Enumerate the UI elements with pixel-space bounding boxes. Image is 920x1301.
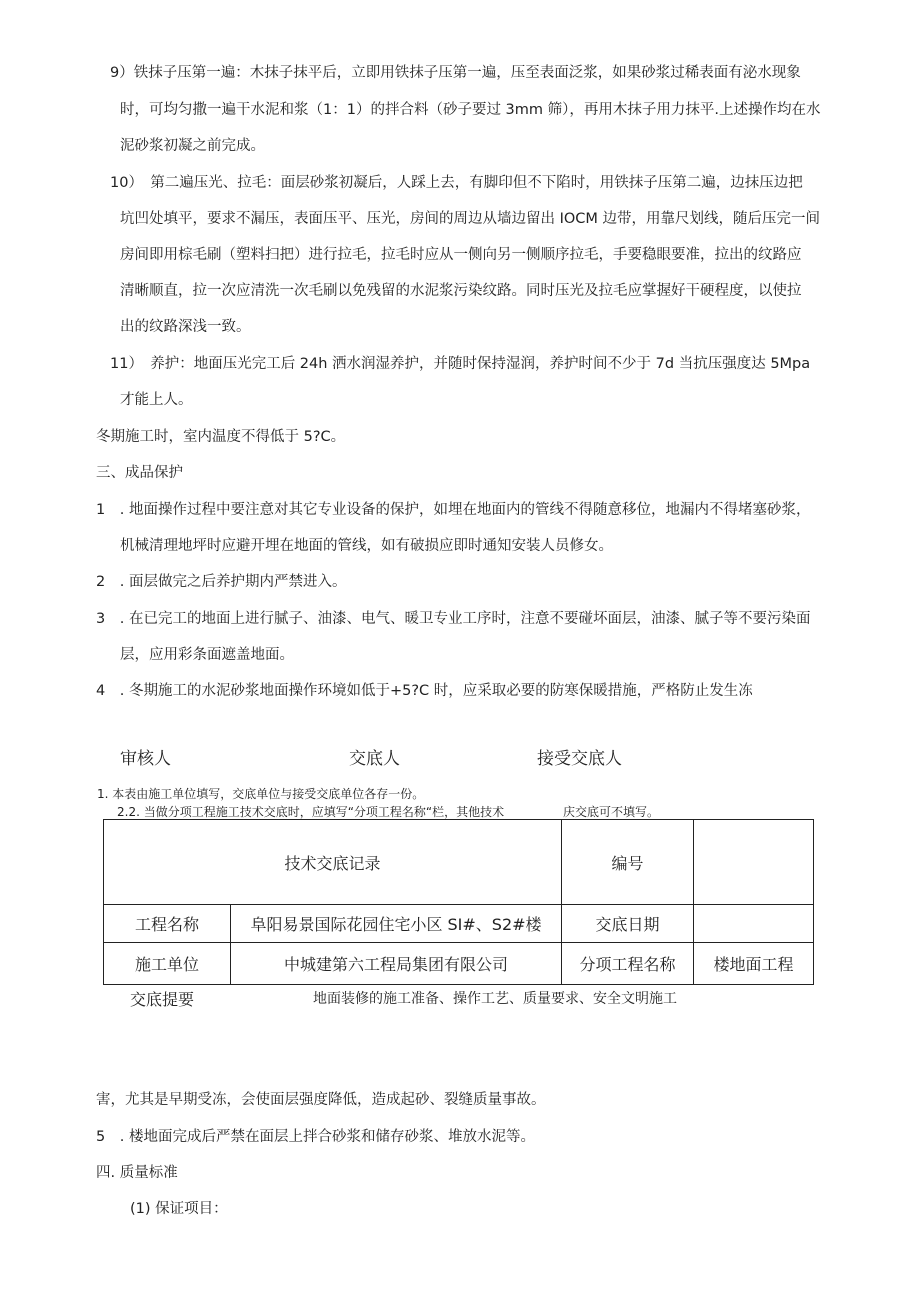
summary-value[interactable]: 地面装修的施工准备、操作工艺、质量要求、安全文明施工	[313, 991, 677, 1007]
form-title: 技术交底记录	[104, 820, 562, 905]
step9-line3: 泥砂浆初凝之前完成。	[120, 138, 265, 154]
section3-heading: 三、成品保护	[96, 465, 183, 481]
step10-line3: 房间即用棕毛刷（塑料扫把）进行拉毛，拉毛时应从一侧向另一侧顺序拉毛，手要稳眼要准，拉出的纹路应	[120, 247, 802, 263]
step10-line1: 10） 第二遍压光、拉毛：面层砂浆初凝后，人踩上去，有脚印但不下陷时，用铁抹子压第二遍，边抹压边把	[110, 175, 803, 191]
form-note-1: 1. 本表由施工单位填写，交底单位与接受交底单位各存一份。	[97, 787, 425, 801]
protection-item-1-line1: 1 . 地面操作过程中要注意对其它专业设备的保护，如埋在地面内的管线不得随意移位，地漏内不得堵塞砂浆，	[96, 502, 811, 518]
step9-line2: 时，可均匀撒一遍干水泥和浆（1：1）的拌合料（砂子要过 3mm 筛），再用木抹子用力抹平.上述操作均在水	[120, 102, 821, 118]
step10-line2: 坑凹处填平，要求不漏压，表面压平、压光，房间的周边从墙边留出 IOCM 边带，用靠尺划线，随后压完一间	[120, 211, 821, 227]
briefing-date-value[interactable]	[694, 905, 814, 943]
winter-note: 冬期施工时，室内温度不得低于 5?C。	[96, 429, 346, 445]
protection-item-4: 4 . 冬期施工的水泥砂浆地面操作环境如低于+5?C 时，应采取必要的防寒保暖措施，严格防止发生冻	[96, 683, 753, 699]
project-name-label: 工程名称	[104, 905, 231, 943]
receiver-label: 接受交底人	[537, 749, 622, 769]
protection-item-3-line1: 3 . 在已完工的地面上进行腻子、油漆、电气、暖卫专业工序时，注意不要碰坏面层，油漆、腻子等不要污染面	[96, 611, 811, 627]
protection-item-3-line2: 层，应用彩条面遮盖地面。	[120, 647, 294, 663]
protection-item-2: 2 . 面层做完之后养护期内严禁进入。	[96, 574, 347, 590]
reviewer-label: 审核人	[120, 749, 171, 769]
step11-line2: 才能上人。	[120, 392, 193, 408]
protection-item-4-continued: 害，尤其是早期受冻，会使面层强度降低，造成起砂、裂缝质量事故。	[96, 1092, 546, 1108]
project-name-value[interactable]: 阜阳易景国际花园住宅小区 SI#、S2#楼	[231, 905, 562, 943]
subproject-value[interactable]: 楼地面工程	[694, 943, 814, 985]
construction-unit-value[interactable]: 中城建第六工程局集团有限公司	[231, 943, 562, 985]
form-note-2a: 2.2. 当做分项工程施工技术交底时，应填写“分项工程名称“栏，其他技术	[117, 805, 505, 819]
subproject-label: 分项工程名称	[562, 943, 694, 985]
step10-line5: 出的纹路深浅一致。	[120, 319, 251, 335]
step10-line4: 清晰顺直，拉一次应清洗一次毛刷以免残留的水泥浆污染纹路。同时压光及拉毛应掌握好干硬程度，以使拉	[120, 283, 802, 299]
protection-item-5: 5 . 楼地面完成后严禁在面层上拌合砂浆和储存砂浆、堆放水泥等。	[96, 1129, 535, 1145]
construction-unit-label: 施工单位	[104, 943, 231, 985]
form-note-2b: 庆交底可不填写。	[563, 805, 660, 819]
summary-label: 交底提要	[130, 990, 195, 1009]
step11-line1: 11） 养护：地面压光完工后 24h 洒水润湿养护，并随时保持湿润，养护时间不少于 7d 当抗压强度达 5Mpa	[110, 356, 811, 372]
briefing-date-label: 交底日期	[562, 905, 694, 943]
protection-item-1-line2: 机械清理地坪时应避开埋在地面的管线，如有破损应即时通知安装人员修女。	[120, 538, 613, 554]
tech-briefing-form	[103, 819, 814, 985]
presenter-label: 交底人	[349, 749, 400, 769]
guarantee-items-heading: (1) 保证项目：	[130, 1201, 228, 1217]
section4-heading: 四. 质量标准	[96, 1165, 178, 1181]
number-value[interactable]	[694, 820, 814, 905]
step9-line1: 9）铁抹子压第一遍：木抹子抹平后，立即用铁抹子压第一遍，压至表面泛浆，如果砂浆过稀表面有泌水现象	[110, 65, 801, 81]
number-label: 编号	[562, 820, 694, 905]
